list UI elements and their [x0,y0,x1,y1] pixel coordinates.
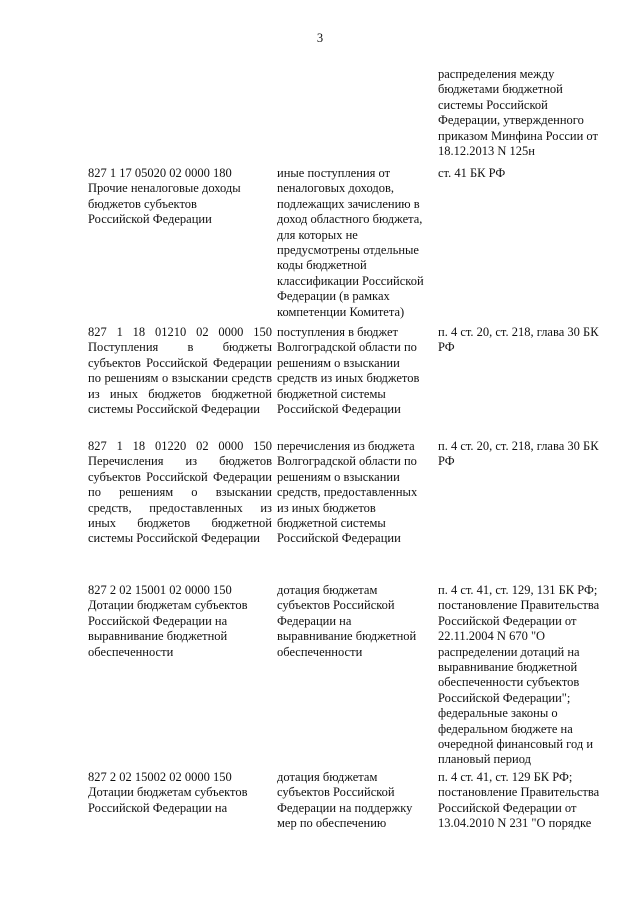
income-code-cell: 827 2 02 15002 02 0000 150 Дотации бюджетам субъектов Российской Федерации на [88,770,248,815]
legal-basis-cell: п. 4 ст. 41, ст. 129, 131 БК РФ; постановление Правительства Российской Федерации от 22.11.2004 N 670 "О распределении дотаций на выравнивание бюджетной обеспеченности субъектов Российской Федерации"; федеральные законы о федеральном бюджете на очередной финансовый год и плановый период [438,583,600,767]
description-cell: перечисления из бюджета Волгоградской области по решениям о взыскании средств, предоставленных из иных бюджетов бюджетной системы Российской Федерации [277,439,418,546]
description-cell: поступления в бюджет Волгоградской области по решениям о взыскании средств из иных бюджетов бюджетной системы Российской Федерации [277,325,420,417]
legal-basis-cell: п. 4 ст. 20, ст. 218, глава 30 БК РФ [438,439,599,469]
income-code-cell: 827 1 18 01210 02 0000 150 Поступления в бюджеты субъектов Российской Федерации по решениям о взыскании средств из иных бюджетов бюджетной системы Российской Федерации [88,325,272,417]
description-cell: дотация бюджетам субъектов Российской Федерации на выравнивание бюджетной обеспеченности [277,583,417,659]
description-cell: иные поступления от neналоговых доходов, подлежащих зачислению в доход областного бюджета, для которых не предусмотрены отдельные коды бюджетной классификации Российской Федерации (в рамках компетенции Комитета) [277,166,424,319]
income-code-cell: 827 1 17 05020 02 0000 180 Прочие неналоговые доходы бюджетов субъектов Российской Федерации [88,166,241,227]
page-number: 3 [316,31,324,45]
legal-basis-cell: п. 4 ст. 41, ст. 129 БК РФ; постановление Правительства Российской Федерации от 13.04.2010 N 231 "О порядке [438,770,600,831]
continuation-text: распределения между бюджетами бюджетной системы Российской Федерации, утвержденного приказом Минфина России от 18.12.2013 N 125н [438,67,598,159]
income-code-cell: 827 1 18 01220 02 0000 150 Перечисления из бюджетов субъектов Российской Федерации по решениям о взыскании средств, предоставленных из иных бюджетов бюджетной системы Российской Федерации [88,439,272,546]
legal-basis-cell: ст. 41 БК РФ [438,166,506,180]
description-cell: дотация бюджетам субъектов Российской Федерации на поддержку мер по обеспечению [277,770,413,831]
income-code-cell: 827 2 02 15001 02 0000 150 Дотации бюджетам субъектов Российской Федерации на выравнивание бюджетной обеспеченности [88,583,248,659]
legal-basis-cell: п. 4 ст. 20, ст. 218, глава 30 БК РФ [438,325,599,355]
